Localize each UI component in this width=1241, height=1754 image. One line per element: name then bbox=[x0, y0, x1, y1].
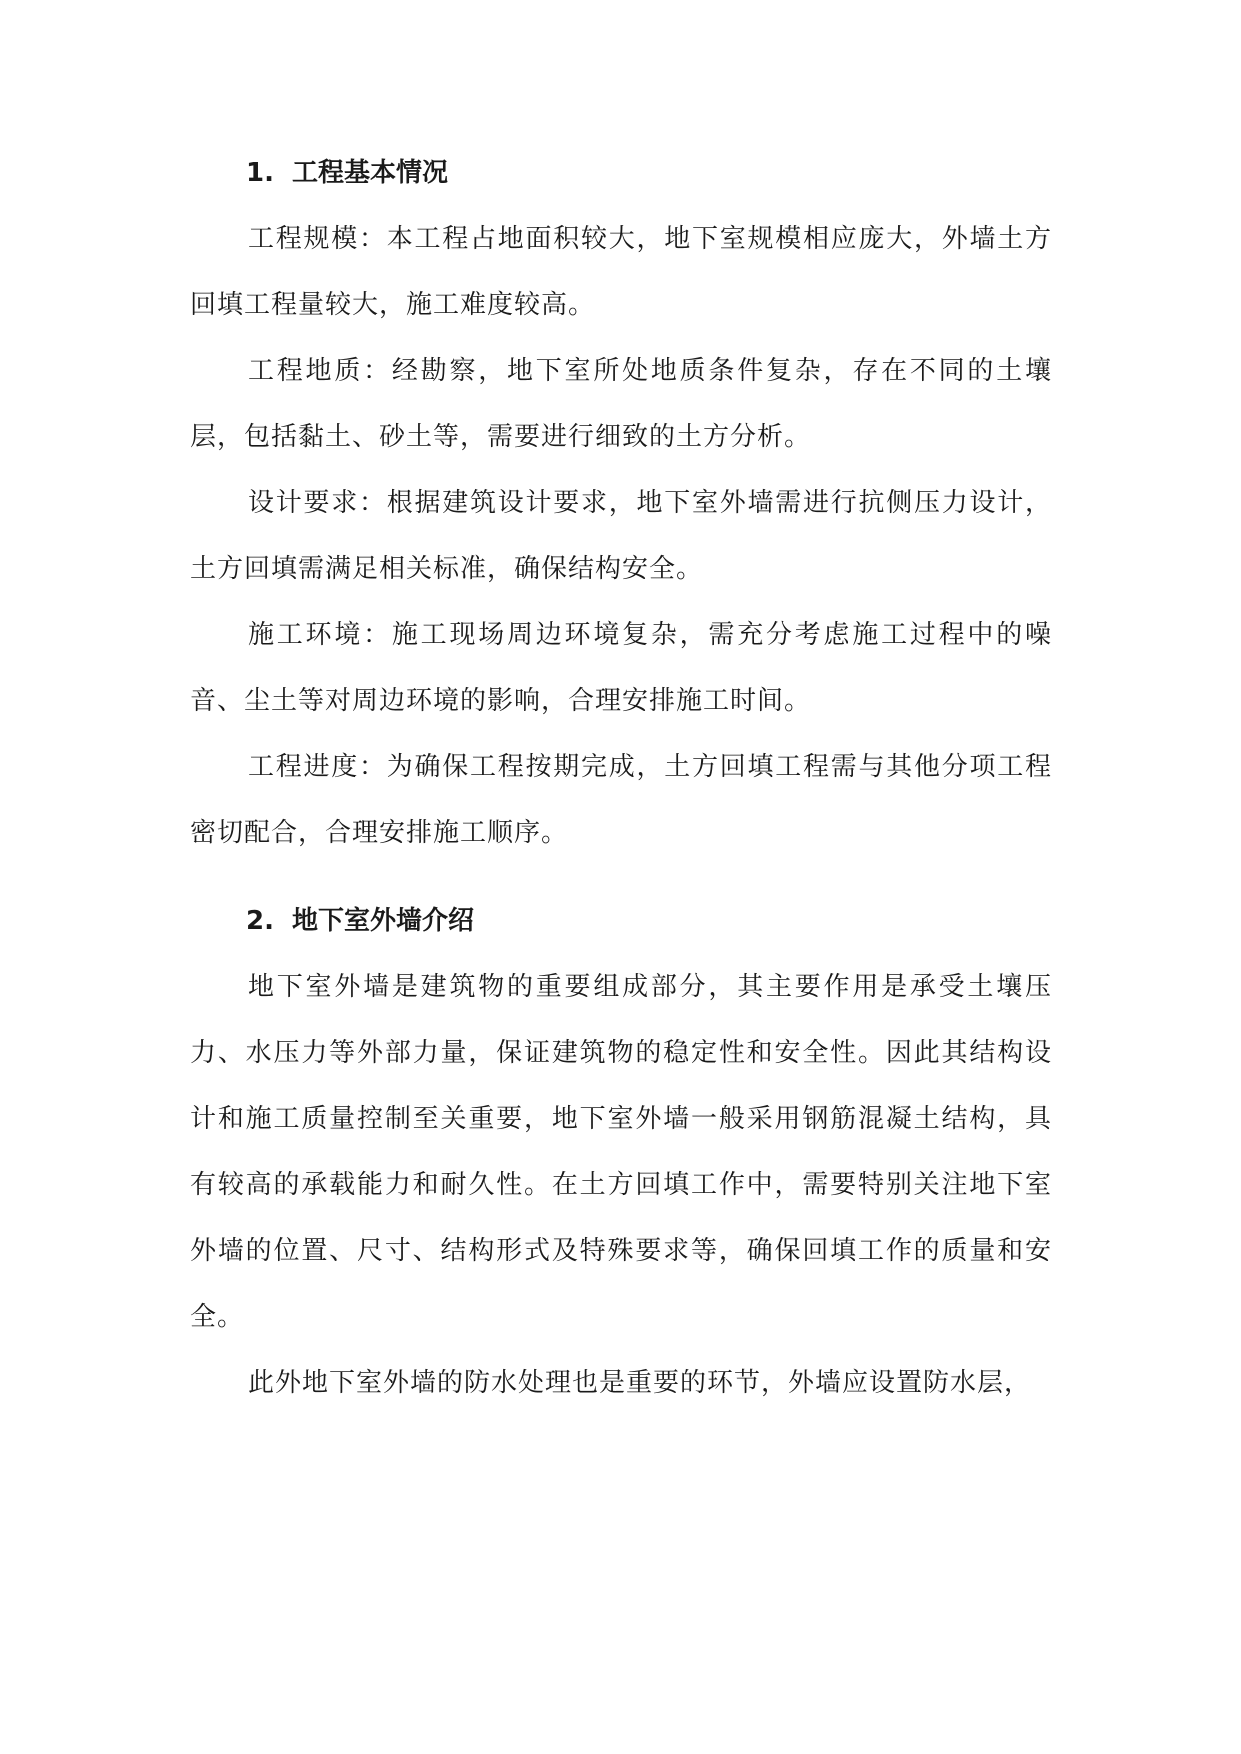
section-title: 地下室外墙介绍 bbox=[291, 906, 474, 936]
section-number: 1. bbox=[246, 158, 274, 188]
section-title: 工程基本情况 bbox=[291, 158, 448, 188]
paragraph-design-requirements: 设计要求：根据建筑设计要求，地下室外墙需进行抗侧压力设计，土方回填需满足相关标准，确保结构安全。 bbox=[190, 488, 1052, 584]
paragraph-environment: 施工环境：施工现场周边环境复杂，需充分考虑施工过程中的噪音、尘土等对周边环境的影响，合理安排施工时间。 bbox=[190, 620, 1052, 716]
section-number: 2. bbox=[246, 906, 274, 936]
section-heading bbox=[190, 140, 1052, 206]
document-body bbox=[190, 140, 1052, 1416]
section-spacer bbox=[190, 866, 1052, 888]
paragraph-geology: 工程地质：经勘察，地下室所处地质条件复杂，存在不同的土壤层，包括黏土、砂土等，需要进行细致的土方分析。 bbox=[190, 356, 1052, 452]
section-project-overview bbox=[190, 140, 1052, 866]
section-basement-wall bbox=[190, 888, 1052, 1416]
paragraph-wall-intro: 地下室外墙是建筑物的重要组成部分，其主要作用是承受土壤压力、水压力等外部力量，保证建筑物的稳定性和安全性。因此其结构设计和施工质量控制至关重要，地下室外墙一般采用钢筋混凝土结构，具有较高的承载能力和耐久性。在土方回填工作中，需要特别关注地下室外墙的位置、尺寸、结构形式及特殊要求等，确保回填工作的质量和安全。 bbox=[190, 972, 1052, 1332]
paragraph-waterproofing: 此外地下室外墙的防水处理也是重要的环节，外墙应设置防水层， bbox=[248, 1368, 1032, 1398]
paragraph-scale: 工程规模：本工程占地面积较大，地下室规模相应庞大，外墙土方回填工程量较大，施工难度较高。 bbox=[190, 224, 1052, 320]
section-heading bbox=[190, 888, 1052, 954]
paragraph-schedule: 工程进度：为确保工程按期完成，土方回填工程需与其他分项工程密切配合，合理安排施工顺序。 bbox=[190, 752, 1052, 848]
